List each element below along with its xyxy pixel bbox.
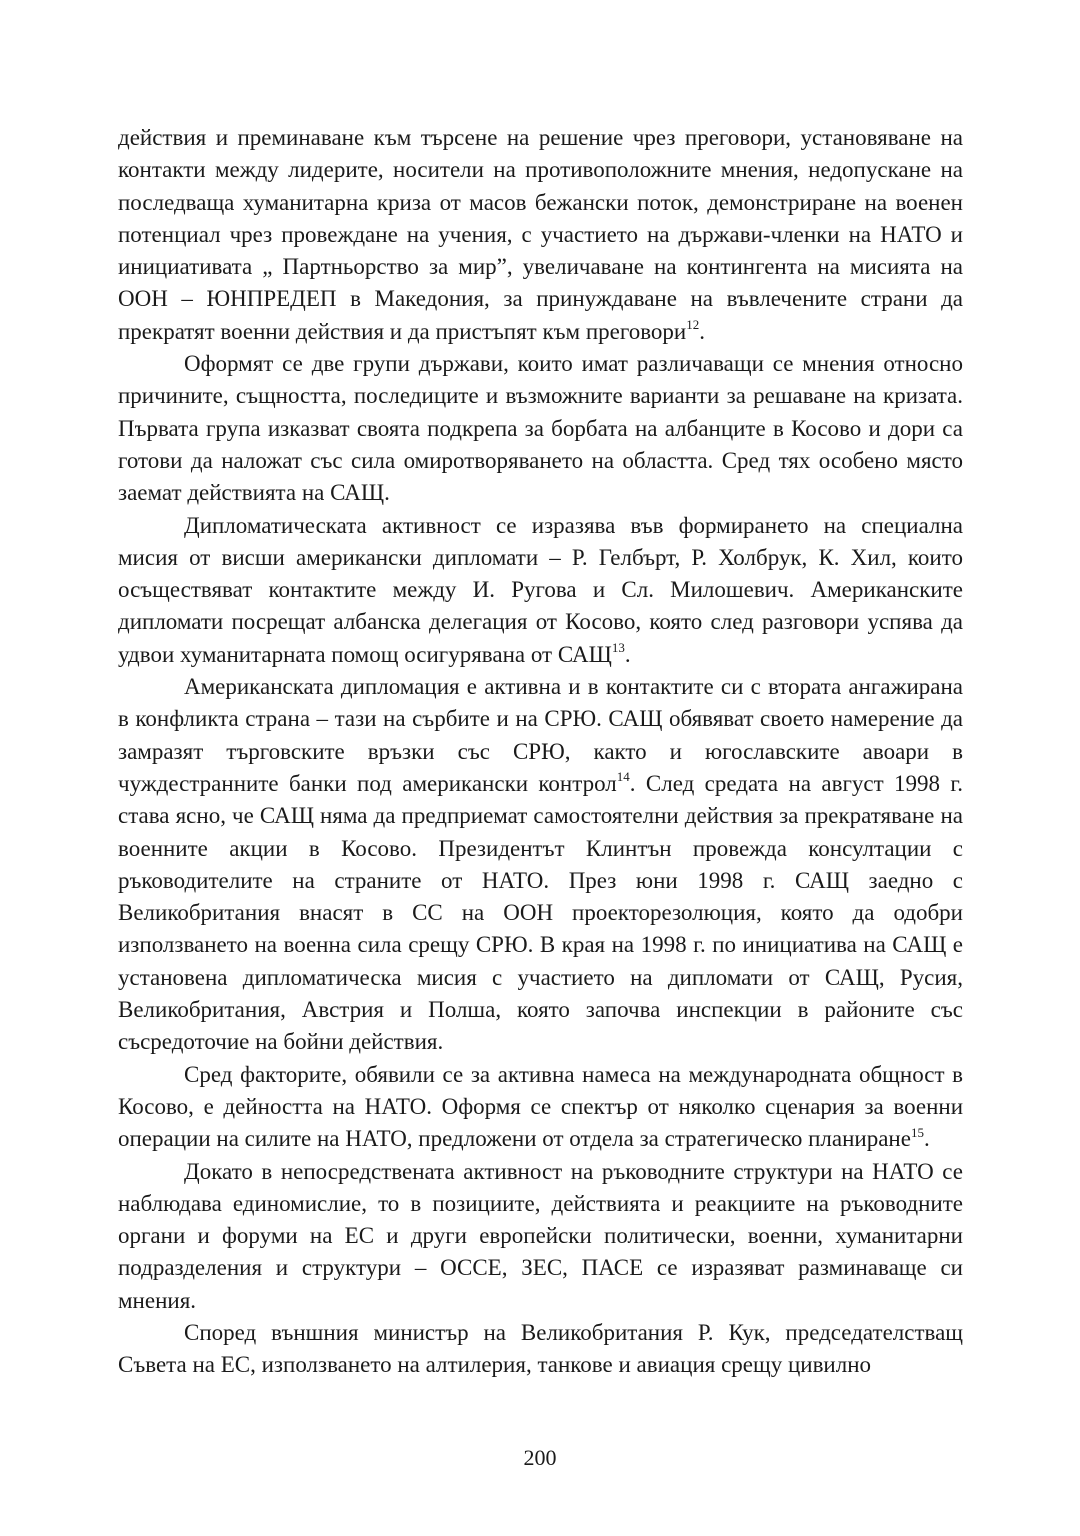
page-body — [118, 122, 963, 1382]
paragraph-text: Оформят се две групи държави, които имат различаващи се мнения относно причините, същността, последиците и възможните варианти за решаване на кризата. Първата група изказват своята подкрепа за борбата на албанците в Косово и дори са готови да наложат със сила омиротворяването на областта. Сред тях особено място заемат действията на САЩ. — [118, 351, 963, 506]
page-number: 200 — [523, 1445, 557, 1470]
paragraph-text: Според външния министър на Великобритания Р. Кук, председателстващ Съвета на ЕС, използването на алтилерия, танкове и авиация срещу цивилно — [118, 1319, 963, 1378]
paragraph-continuation — [118, 122, 963, 348]
footnote-marker: 15 — [910, 1124, 924, 1140]
paragraph-tail: . — [624, 641, 631, 667]
footnote-marker: 13 — [611, 640, 625, 656]
paragraph — [118, 510, 963, 671]
footnote-marker: 12 — [686, 317, 700, 333]
paragraph — [118, 1317, 963, 1382]
paragraph-text: действия и преминаване към търсене на решение чрез преговори, установяване на контакти между лидерите, носители на противоположните мнения, недопускане на последваща хуманитарна криза от масов бежански поток, демонстриране на военен потенциал чрез провеждане на учения, с участието на държави-членки на НАТО и инициативата „ Партньорство за мир”, увеличаване на контингента на мисията на ООН – ЮНПРЕДЕП в Македония, за принуждаване на въвлечените страни да прекратят военни действия и да пристъпят към преговори — [118, 125, 963, 344]
paragraph-text: Дипломатическата активност се изразява във формирането на специална мисия от висши американски дипломати – Р. Гелбърт, Р. Холбрук, К. Хил, които осъществяват контактите между И. Ругова и Сл. Милошевич. Американските дипломати посрещат албанска делегация от Косово, която след разговори успява да удвои хуманитарната помощ осигурявана от САЩ — [118, 512, 963, 667]
paragraph — [118, 1156, 963, 1317]
paragraph-text: Докато в непосредствената активност на ръководните структури на НАТО се наблюдава единомислие, то в позициите, действията и реакциите на ръководните органи и форуми на ЕС и други европейски политически, военни, хуманитарни подразделения и структури – ОССЕ, ЗЕС, ПАСЕ се изразяват разминаваще си мнения. — [118, 1158, 963, 1313]
paragraph-tail: . — [923, 1126, 930, 1152]
paragraph-text: Американската дипломация е активна и в контактите си с втората ангажирана в конфликта страна – тази на сърбите и на СРЮ. САЩ обявяват своето намерение да замразят търговските връзки със СРЮ, както и югославските авоари в чуждестранните банки под американски контрол — [118, 674, 963, 796]
paragraph — [118, 348, 963, 509]
paragraph-text: Сред факторите, обявили се за активна намеса на международната общност в Косово, е дейността на НАТО. Оформя се спектър от няколко сценария за военни операции на силите на НАТО, предложени от отдела за стратегическо планиране — [118, 1061, 963, 1152]
footnote-marker: 14 — [616, 769, 630, 785]
paragraph — [118, 671, 963, 1059]
paragraph-tail: . — [699, 318, 705, 344]
paragraph-tail: . След средата на август 1998 г. става ясно, че САЩ няма да предприемат самостоятелни действия за прекратяване на военните акции в Косово. Президентът Клинтън провежда консултации с ръководителите на страните от НАТО. През юни 1998 г. САЩ заедно с Великобритания внасят в СС на ООН проекторезолюция, която да одобри използването на военна сила срещу СРЮ. В края на 1998 г. по инициатива на САЩ е установена дипломатическа мисия с участието на дипломати от САЩ, Русия, Великобритания, Австрия и Полша, която започва инспекции в районите със съсредоточие на бойни действия. — [118, 770, 963, 1055]
paragraph — [118, 1059, 963, 1156]
